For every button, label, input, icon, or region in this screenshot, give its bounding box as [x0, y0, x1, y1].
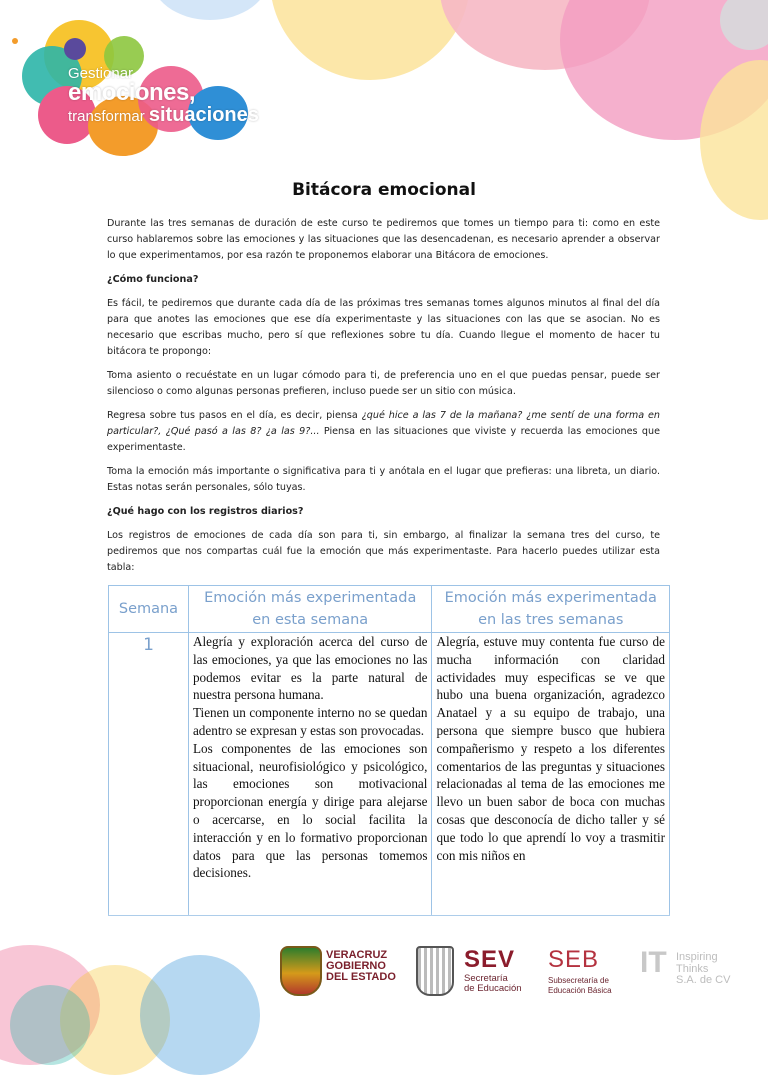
logo-line3-a: transformar — [68, 108, 145, 125]
cell-paragraph: Alegría y exploración acerca del curso de las emociones, ya que las emociones no las podemos evitar es la parte natural de nuestra persona humana. — [192, 634, 428, 703]
logo-dot — [12, 38, 18, 44]
paragraph-4: Toma la emoción más importante o significativa para ti y anótala en el lugar que prefieras: una libreta, un diario. Estas notas serán personales, sólo tuyas. — [107, 466, 660, 493]
paragraph-5: Los registros de emociones de cada día son para ti, sin embargo, al finalizar la semana tres del curso, te pediremos que nos compartas cuál fue la emoción que más experimentaste. Para hacerlo puedes utilizar esta tabla: — [107, 530, 660, 573]
logo-line3-b: situaciones — [148, 104, 259, 126]
cell-emocion-tres-semanas[interactable] — [432, 633, 670, 916]
table-header-row — [109, 586, 670, 633]
paragraph-3-b: Piensa en las situaciones que viviste y recuerda las emociones que experimentaste. — [107, 426, 660, 453]
cell-emocion-tres-semanas-text: Alegría, estuve muy contenta fue curso de mucha información con claridad actividades muy especificas se ve que hubo una buena organización, agradezco Anatael y a su equipo de trabajo, una persona que siempre busco que hubiera compañerismo y respeto a los diferentes comentarios de las preguntas y situaciones relacionadas al tema de las emociones me llevo un buen sabor de boca con muchas cosas que desconocía de dicho taller y sé que todo lo que aprendí lo voy a trasmitir con mis niños en — [436, 634, 665, 863]
sev-title: SEV — [464, 946, 516, 973]
it-title: IT — [640, 946, 667, 979]
logo-line1: Gestionar — [68, 65, 134, 82]
sev-subtitle — [464, 974, 522, 994]
veracruz-text — [326, 950, 396, 983]
decor-bubble-top-yellow — [270, 0, 470, 80]
cell-emocion-semana[interactable] — [188, 633, 432, 916]
paragraph-3-a: Regresa sobre tus pasos en el día, es decir, piensa — [107, 410, 362, 421]
header-emocion-semana: Emoción más experimentada en esta semana — [188, 586, 432, 633]
heading-registros: ¿Qué hago con los registros diarios? — [107, 506, 304, 517]
cell-paragraph: Los componentes de las emociones son situacional, neurofisiológico y psicológico, las emociones son motivacional proporcionan energía y dirige para alejarse o acercarse, en lo social facilita la interacción y en lo formativo proporcionan datos para que las personas tomemos decisiones. — [192, 740, 428, 881]
veracruz-line: VERACRUZ — [326, 949, 388, 961]
logo-line3 — [68, 105, 259, 125]
logo-bubble — [64, 38, 86, 60]
seb-logo — [548, 946, 628, 994]
it-line: Inspiring — [676, 951, 718, 963]
paragraph-2: Toma asiento o recuéstate en un lugar cómodo para ti, de preferencia uno en el que puedas pensar, puede ser silencioso o como algunas personas prefieren, incluso puede ser un sitio con música. — [107, 370, 660, 397]
emotion-table — [108, 585, 670, 916]
sev-line: de Educación — [464, 983, 522, 994]
sev-shield-icon — [416, 946, 454, 996]
header-emocion-tres-semanas: Emoción más experimentada en las tres semanas — [432, 586, 670, 633]
it-line: S.A. de CV — [676, 974, 731, 986]
table-row — [109, 633, 670, 916]
seb-title: SEB — [548, 946, 600, 973]
cell-paragraph: Tienen un componente interno no se quedan adentro se expresan y estas son provocadas. — [192, 705, 428, 738]
seb-line: Subsecretaría de — [548, 976, 609, 985]
paragraph-3 — [107, 408, 660, 456]
veracruz-seal-icon — [280, 946, 322, 996]
paragraph-1: Es fácil, te pediremos que durante cada día de las próximas tres semanas tomes algunos minutos al final del día para que anotes las emociones que ese día experimentaste y las situaciones con las que se asocian. No es necesario que escribas mucho, pero sí que reflexiones sobre tu día. Cuando llegue el momento de hacer tu bitácora te propongo: — [107, 298, 660, 357]
it-subtitle — [676, 952, 730, 987]
logo-text — [68, 66, 259, 125]
course-logo — [8, 16, 268, 166]
it-line: Thinks — [676, 962, 709, 975]
seb-line: Educación Básica — [548, 986, 612, 995]
document-body — [107, 216, 660, 584]
intro-paragraph: Durante las tres semanas de duración de este curso te pediremos que tomes un tiempo para ti: como en este curso hablaremos sobre las emociones y las situaciones que las desencadenan, es necesario aprender a observar lo que experimentamos, por esa razón te proponemos elaborar una Bitácora de emociones. — [107, 218, 660, 261]
cell-emocion-semana-text — [193, 633, 428, 915]
seb-subtitle — [548, 976, 612, 996]
cell-semana: 1 — [109, 633, 189, 916]
veracruz-line: DEL ESTADO — [326, 971, 396, 983]
veracruz-logo — [280, 944, 400, 996]
heading-como-funciona: ¿Cómo funciona? — [107, 274, 199, 285]
paragraph-3-italic: ¿qué hice a las 7 de la mañana? ¿me sentí de una forma en particular?, ¿Qué pasó a las 8? ¿a las 9?... — [107, 410, 660, 437]
veracruz-line: GOBIERNO — [326, 960, 386, 972]
sev-logo — [416, 946, 536, 994]
footer-bubble — [10, 985, 90, 1065]
it-logo — [640, 948, 750, 996]
footer-bubble — [140, 955, 260, 1075]
page-title: Bitácora emocional — [292, 180, 476, 200]
header-semana: Semana — [109, 586, 189, 633]
logo-line2: emociones, — [68, 79, 196, 106]
sev-line: Secretaría — [464, 973, 508, 984]
